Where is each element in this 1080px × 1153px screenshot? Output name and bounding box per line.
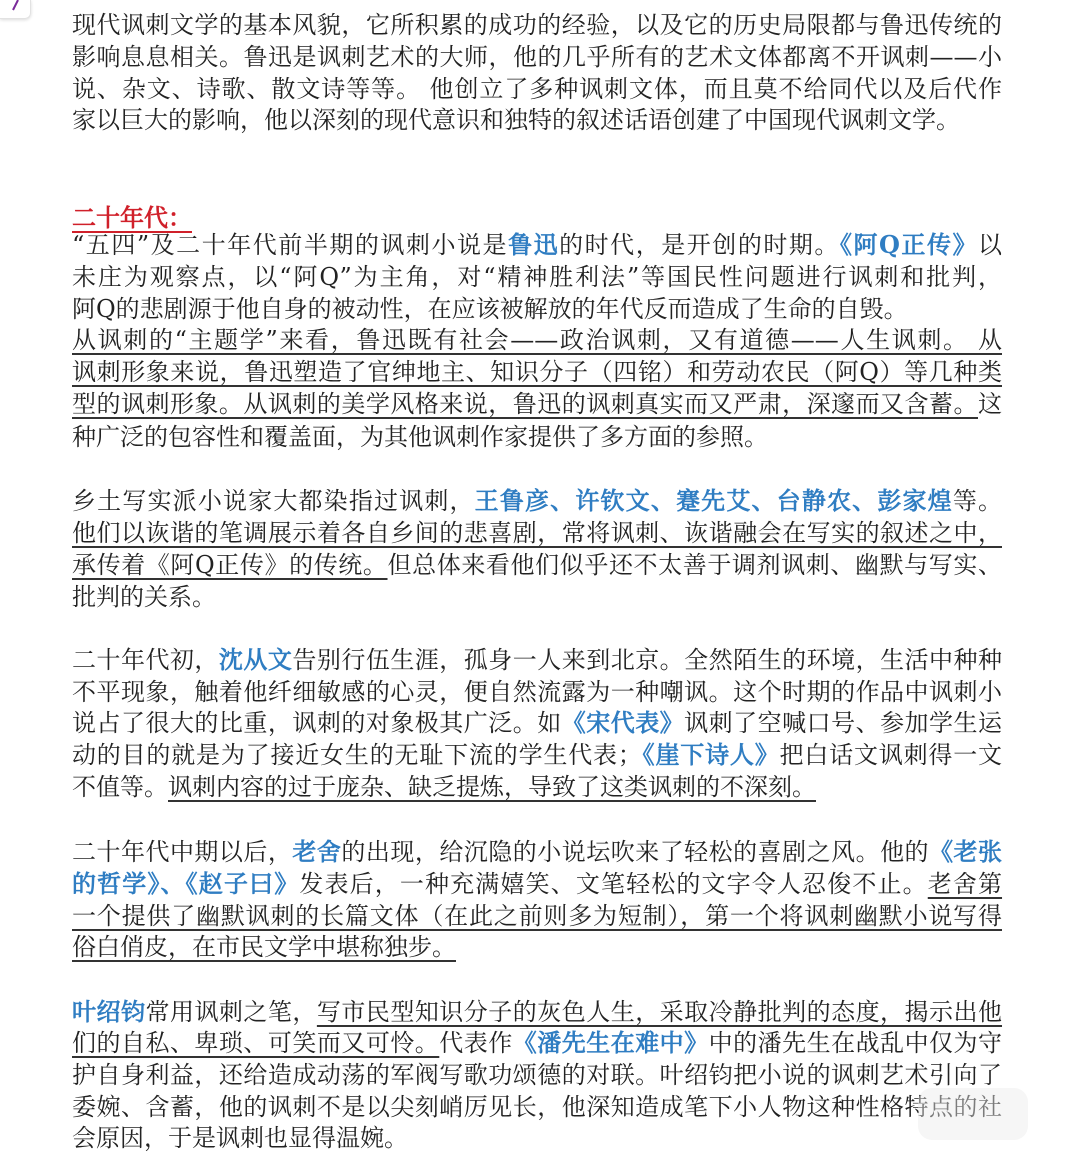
text-line xyxy=(72,10,1002,40)
underlined-text: 从讽刺的“主题学”来看，鲁迅既有社会——政治讽刺，又有道德——人生讽刺。 从 xyxy=(72,326,1002,354)
text-segment: 不平现象，触着他纤细敏感的心灵，便自然流露为一种嘲讽。这个时期的作品中讽刺小 xyxy=(72,678,1002,706)
text-segment: 批判的关系。 xyxy=(72,583,216,611)
text-segment: 这 xyxy=(978,390,1002,418)
text-line xyxy=(72,740,1002,770)
highlighted-name: 《老张 xyxy=(929,837,1003,866)
text-segment: 二十年代中期以后， xyxy=(72,838,293,866)
text-segment: 不值等。 xyxy=(72,773,168,801)
back-button[interactable] xyxy=(0,0,31,19)
underlined-text: 俗白俏皮，在市民文学中堪称独步。 xyxy=(72,933,456,961)
underlined-text: 型的讽刺形象。从讽刺的美学风格来说，鲁迅的讽刺真实而又严肃，深邃而又含蓄。 xyxy=(72,390,978,418)
text-line xyxy=(72,518,1002,548)
chevron-left-icon xyxy=(8,0,22,14)
underlined-text: 们的自私、卑琐、可笑而又可怜。 xyxy=(72,1029,440,1057)
text-line xyxy=(72,262,1002,292)
watermark xyxy=(918,1088,1028,1140)
text-segment: 未庄为观察点，以“阿Q”为主角，对“精神胜利法”等国民性问题进行讽刺和批判， xyxy=(72,263,1002,291)
highlighted-name: 沈从文 xyxy=(218,645,293,674)
text-line xyxy=(72,357,1002,387)
underlined-text: 他们以诙谐的笔调展示着各自乡间的悲喜剧，常将讽刺、诙谐融会在写实的叙述之中， xyxy=(72,519,1002,547)
text-line xyxy=(72,294,1002,324)
text-segment: 代表作 xyxy=(439,1029,513,1057)
text-line xyxy=(72,1123,1002,1153)
text-segment: 的时代，是开创的时期。 xyxy=(559,231,840,259)
text-segment: 二十年代初， xyxy=(72,646,219,674)
text-segment: 会原因，于是讽刺也显得温婉。 xyxy=(72,1124,408,1152)
text-segment: 讽刺了空喊口号、参加学生运 xyxy=(684,709,1003,737)
text-segment: 说占了很大的比重，讽刺的对象极其广泛。如 xyxy=(72,709,562,737)
text-segment: 影响息息相关。鲁迅是讽刺艺术的大师，他的几乎所有的艺术文体都离不开讽刺——小 xyxy=(72,43,1002,71)
text-line xyxy=(72,677,1002,707)
text-line xyxy=(72,901,1002,931)
text-line xyxy=(72,582,1002,612)
highlighted-name: 《崖下诗人》 xyxy=(641,740,780,769)
text-segment: 说、杂文、诗歌、散文诗等等。 他创立了多种讽刺文体，而且莫不给同代以及后代作 xyxy=(72,75,1002,103)
text-segment: 阿Q的悲剧源于他自身的被动性，在应该被解放的年代反而造成了生命的自毁。 xyxy=(72,295,908,323)
text-segment: 常用讽刺之笔， xyxy=(145,998,317,1026)
text-segment: 中的潘先生在战乱中仅为守 xyxy=(708,1029,1003,1057)
text-segment: 委婉、含蓄，他的讽刺不是以尖刻峭厉见长，他深知造成笔下小人物这种性格特点的社 xyxy=(72,1093,1002,1121)
text-line xyxy=(72,932,1002,962)
text-line xyxy=(72,837,1002,867)
text-segment: 但总体来看他们似乎还不太善于调剂讽刺、幽默与写实、 xyxy=(387,551,1002,579)
text-segment: 现代讽刺文学的基本风貌，它所积累的成功的经验，以及它的历史局限都与鲁迅传统的 xyxy=(72,11,1002,39)
text-segment: 告别行伍生涯，孤身一人来到北京。全然陌生的环境，生活中种种 xyxy=(292,646,1003,674)
text-line xyxy=(72,1092,1002,1122)
text-line xyxy=(72,869,1002,899)
text-segment: 把白话文讽刺得一文 xyxy=(779,741,1003,769)
highlighted-name: 鲁迅 xyxy=(508,230,560,259)
text-segment: 护自身利益，还给造成动荡的军阀写歌功颂德的对联。叶绍钧把小说的讽刺艺术引向了 xyxy=(72,1061,1002,1089)
highlighted-name: 《宋代表》 xyxy=(561,708,685,737)
text-line xyxy=(72,708,1002,738)
text-line xyxy=(72,1060,1002,1090)
text-line xyxy=(72,325,1002,355)
text-segment: 家以巨大的影响，他以深刻的现代意识和独特的叙述话语创建了中国现代讽刺文学。 xyxy=(72,106,960,134)
text-line xyxy=(72,422,1002,452)
text-line xyxy=(72,389,1002,419)
text-segment: “五四”及二十年代前半期的讽刺小说是 xyxy=(72,231,509,259)
underlined-text: 讽刺内容的过于庞杂、缺乏提炼，导致了这类讽刺的不深刻。 xyxy=(168,773,816,801)
text-line xyxy=(72,1028,1002,1058)
underlined-text: 老舍第 xyxy=(927,870,1003,898)
underlined-text: 写市民型知识分子的灰色人生，采取冷静批判的态度，揭示出他 xyxy=(316,998,1003,1026)
text-line xyxy=(72,42,1002,72)
highlighted-name: 老舍 xyxy=(292,837,342,866)
underlined-text: 承传着《阿Q正传》的传统。 xyxy=(72,551,388,579)
text-segment: 动的目的就是为了接近女生的无耻下流的学生代表； xyxy=(72,741,642,769)
text-line xyxy=(72,550,1002,580)
text-line xyxy=(72,772,1002,802)
text-segment: 的出现，给沉隐的小说坛吹来了轻松的喜剧之风。他的 xyxy=(341,838,930,866)
text-line xyxy=(72,997,1002,1027)
text-segment: 以 xyxy=(978,231,1003,259)
highlighted-name: 《潘先生在难中》 xyxy=(512,1028,709,1057)
text-line xyxy=(72,74,1002,104)
highlighted-name: 王鲁彦、许钦文、蹇先艾、台静农、彭家煌 xyxy=(474,486,953,515)
text-line xyxy=(72,105,1002,135)
section-heading: 二十年代： xyxy=(72,203,192,232)
highlighted-name: 叶绍钧 xyxy=(72,997,146,1026)
text-segment: 等。 xyxy=(952,487,1003,515)
underlined-text: 一个提供了幽默讽刺的长篇文体（在此之前则多为短制），第一个将讽刺幽默小说写得 xyxy=(72,902,1002,930)
text-segment: 种广泛的包容性和覆盖面，为其他讽刺作家提供了多方面的参照。 xyxy=(72,423,768,451)
underlined-text: 讽刺形象来说，鲁迅塑造了官绅地主、知识分子（四铭）和劳动农民（阿Q）等几种类 xyxy=(72,358,1002,386)
text-line xyxy=(72,230,1002,260)
highlighted-name: 的哲学》、《赵子曰》 xyxy=(72,869,300,898)
text-line xyxy=(72,645,1002,675)
highlighted-name: 《阿Q正传》 xyxy=(839,230,979,259)
text-segment: 发表后，一种充满嬉笑、文笔轻松的文字令人忍俊不止。 xyxy=(299,870,928,898)
text-line xyxy=(72,486,1002,516)
text-segment: 乡土写实派小说家大都染指过讽刺， xyxy=(72,487,475,515)
